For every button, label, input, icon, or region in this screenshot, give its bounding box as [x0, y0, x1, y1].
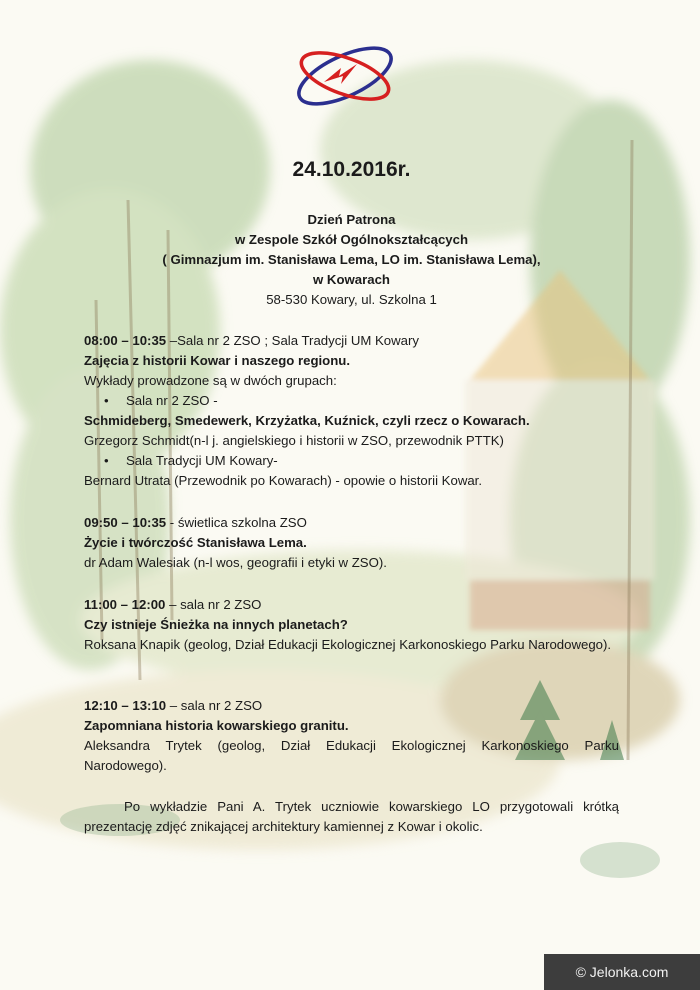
- school-logo: [289, 38, 401, 114]
- session-2-place: - świetlica szkolna ZSO: [166, 515, 307, 530]
- event-header: [84, 210, 619, 310]
- header-line-2: w Zespole Szkół Ogólnokształcących: [234, 232, 469, 247]
- session-4-title: Zapomniana historia kowarskiego granitu.: [84, 718, 349, 733]
- session-1-group-2-room: • Sala Tradycji UM Kowary-: [84, 451, 619, 471]
- session-1-title: Zajęcia z historii Kowar i naszego regionu.: [84, 353, 351, 368]
- session-2-time: 09:50 – 10:35: [84, 515, 167, 530]
- closing-text: Po wykładzie Pani A. Trytek uczniowie kowarskiego LO przygotowali krótką prezentację zdjęć znikającej architektury kamiennej z Kowar i okolic.: [84, 799, 619, 834]
- session-3-title: Czy istnieje Śnieżka na innych planetach?: [84, 617, 348, 632]
- event-date: 24.10.2016r.: [292, 158, 411, 181]
- session-2-title: Życie i twórczość Stanisława Lema.: [84, 535, 307, 550]
- closing-note: [84, 797, 619, 837]
- session-3-time: 11:00 – 12:00: [84, 597, 166, 612]
- header-line-1: Dzień Patrona: [307, 212, 396, 227]
- session-2-speaker: dr Adam Walesiak (n-l wos, geografii i etyki w ZSO).: [84, 555, 387, 570]
- header-line-3: ( Gimnazjum im. Stanisława Lema, LO im. Stanisława Lema),: [162, 252, 541, 267]
- session-2: [84, 513, 619, 573]
- session-1-group-1-room: • Sala nr 2 ZSO -: [84, 391, 619, 411]
- session-4-time: 12:10 – 13:10: [84, 698, 167, 713]
- session-1-group-2-speaker: Bernard Utrata (Przewodnik po Kowarach) - opowie o historii Kowar.: [84, 473, 483, 488]
- session-4-speaker: Aleksandra Trytek (geolog, Dział Edukacji Ekologicznej Karkonoskiego Parku Narodowego).: [84, 738, 619, 773]
- watermark-credit: © Jelonka.com: [544, 954, 700, 990]
- session-4-place: – sala nr 2 ZSO: [166, 698, 263, 713]
- session-4: [84, 696, 619, 776]
- header-address: 58-530 Kowary, ul. Szkolna 1: [266, 292, 437, 307]
- session-1-intro: Wykłady prowadzone są w dwóch grupach:: [84, 373, 337, 388]
- session-3-speaker: Roksana Knapik (geolog, Dział Edukacji Ekologicznej Karkonoskiego Parku Narodowego).: [84, 637, 612, 652]
- session-3: [84, 595, 619, 655]
- session-1-group-list-2: [84, 451, 619, 471]
- session-1-group-1-speaker: Grzegorz Schmidt(n-l j. angielskiego i historii w ZSO, przewodnik PTTK): [84, 433, 504, 448]
- session-3-place: – sala nr 2 ZSO: [165, 597, 262, 612]
- session-1-place: –Sala nr 2 ZSO ; Sala Tradycji UM Kowary: [166, 333, 419, 348]
- session-1-group-list: [84, 391, 619, 411]
- header-line-4: w Kowarach: [313, 272, 390, 287]
- session-1: [84, 331, 619, 491]
- session-1-group-1-topic: Schmideberg, Smedewerk, Krzyżatka, Kuźnick, czyli rzecz o Kowarach.: [84, 413, 530, 428]
- session-1-time: 08:00 – 10:35: [84, 333, 167, 348]
